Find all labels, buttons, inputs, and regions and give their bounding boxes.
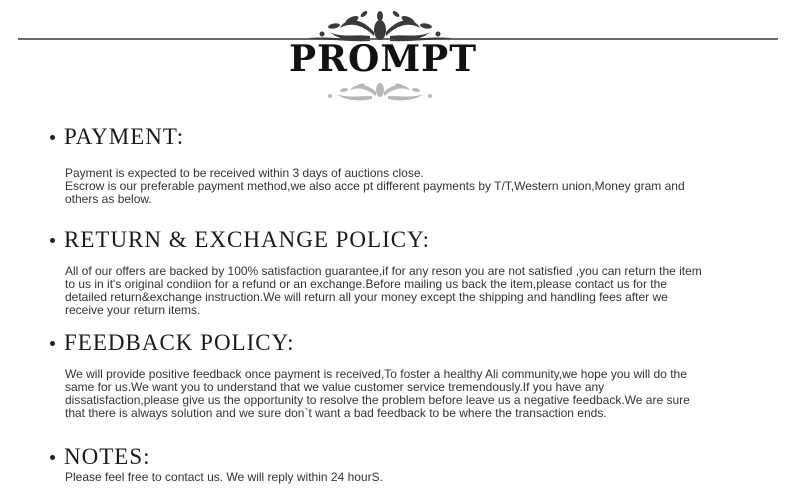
payment-line: Payment is expected to be received within 3 days of auctions close. [65,166,424,180]
return-exchange-section [48,227,758,317]
payment-line: others as below. [65,192,152,206]
notes-heading [48,444,758,470]
notes-section [48,444,758,484]
page-title: PROMPT [288,38,478,80]
bullet-icon [50,455,55,460]
payment-body [65,167,758,206]
payment-section [48,124,758,206]
notes-heading-text: NOTES: [64,444,151,469]
feedback-line: dissatisfaction,please give us the opportunity to resolve the problem before leave us a negative feedback.We are sure [65,393,690,407]
return-exchange-body [65,265,758,317]
feedback-body [65,368,758,420]
return-exchange-heading-text: RETURN & EXCHANGE POLICY: [64,227,430,252]
notes-line: Please feel free to contact us. We will reply within 24 hourS. [65,470,383,484]
return-exchange-line: detailed return&exchange instruction.We will return all your money except the shipping and handling fees after we [65,290,668,304]
floral-ornament-bottom-icon [320,80,440,106]
bullet-icon [50,238,55,243]
payment-line: Escrow is our preferable payment method,we also acce pt different payments by T/T,Western union,Money gram and [65,179,685,193]
notes-body [65,471,758,484]
feedback-heading [48,330,758,356]
feedback-section [48,330,758,420]
payment-heading [48,124,758,150]
feedback-heading-text: FEEDBACK POLICY: [64,330,295,355]
return-exchange-heading [48,227,758,253]
return-exchange-line: to us in it's original condiion for a refund or an exchange.Before mailing us back the item,please contact us for the [65,277,667,291]
payment-heading-text: PAYMENT: [64,124,185,149]
bullet-icon [50,341,55,346]
feedback-line: same for us.We want you to understand that we value customer service tremendously.If you have any [65,380,605,394]
feedback-line: We will provide positive feedback once payment is received,To foster a healthy Ali community,we hope you will do the [65,367,687,381]
bullet-icon [50,135,55,140]
return-exchange-line: receive your return items. [65,303,201,317]
feedback-line: that there is always solution and we sure don`t want a bad feedback to be where the transaction ends. [65,406,607,420]
return-exchange-line: All of our offers are backed by 100% satisfaction guarantee,if for any reson you are not satisfied ,you can return the item [65,264,702,278]
